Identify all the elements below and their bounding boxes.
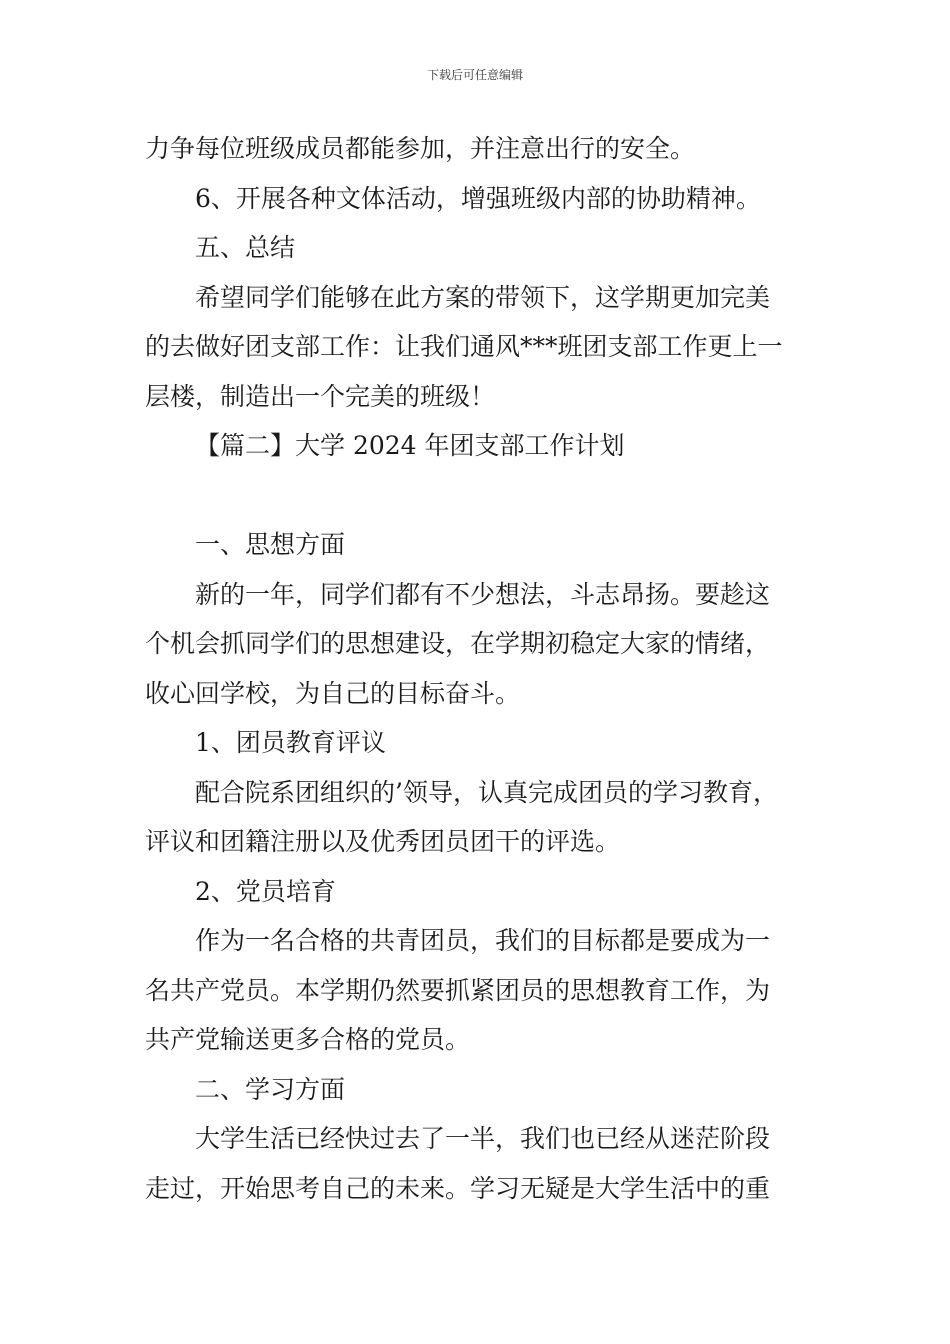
text-line: 2、党员培育 (195, 876, 336, 906)
text-line: 五、总结 (195, 233, 296, 262)
text-line: 名共产党员。本学期仍然要抓紧团员的思想教育工作，为 (145, 975, 771, 1005)
text-line: 二、学习方面 (195, 1074, 346, 1104)
text-line: 走过，开始思考自己的未来。学习无疑是大学生活中的重 (145, 1173, 771, 1203)
text-line: 大学生活已经快过去了一半，我们也已经从迷茫阶段 (195, 1124, 771, 1153)
text-line: 收心回学校，为自己的目标奋斗。 (145, 678, 521, 708)
text-line: 配合院系团组织的’领导，认真完成团员的学习教育， (195, 777, 778, 807)
text-line: 6、开展各种文体活动，增强班级内部的协助精神。 (195, 183, 761, 213)
text-line: 共产党输送更多合格的党员。 (145, 1025, 471, 1054)
text-line: 新的一年，同学们都有不少想法，斗志昂扬。要趁这 (195, 579, 771, 609)
text-line: 1、团员教育评议 (195, 728, 386, 757)
text-line: 作为一名合格的共青团员，我们的目标都是要成为一 (195, 926, 771, 955)
text-line: 希望同学们能够在此方案的带领下，这学期更加完美 (195, 282, 771, 312)
text-line: 【篇二】大学 2024 年团支部工作计划 (195, 431, 625, 460)
blank-line (145, 471, 810, 521)
document-body (145, 124, 810, 1213)
text-line: 评议和团籍注册以及优秀团员团干的评选。 (145, 827, 621, 856)
text-line: 一、思想方面 (195, 530, 346, 559)
text-line: 个机会抓同学们的思想建设，在学期初稳定大家的情绪， (145, 629, 771, 658)
text-line: 力争每位班级成员都能参加，并注意出行的安全。 (145, 134, 696, 163)
page-header: 下载后可任意编辑 (426, 68, 523, 82)
text-line: 层楼，制造出一个完美的班级！ (145, 381, 496, 411)
text-line: 的去做好团支部工作：让我们通风***班团支部工作更上一 (145, 332, 783, 361)
